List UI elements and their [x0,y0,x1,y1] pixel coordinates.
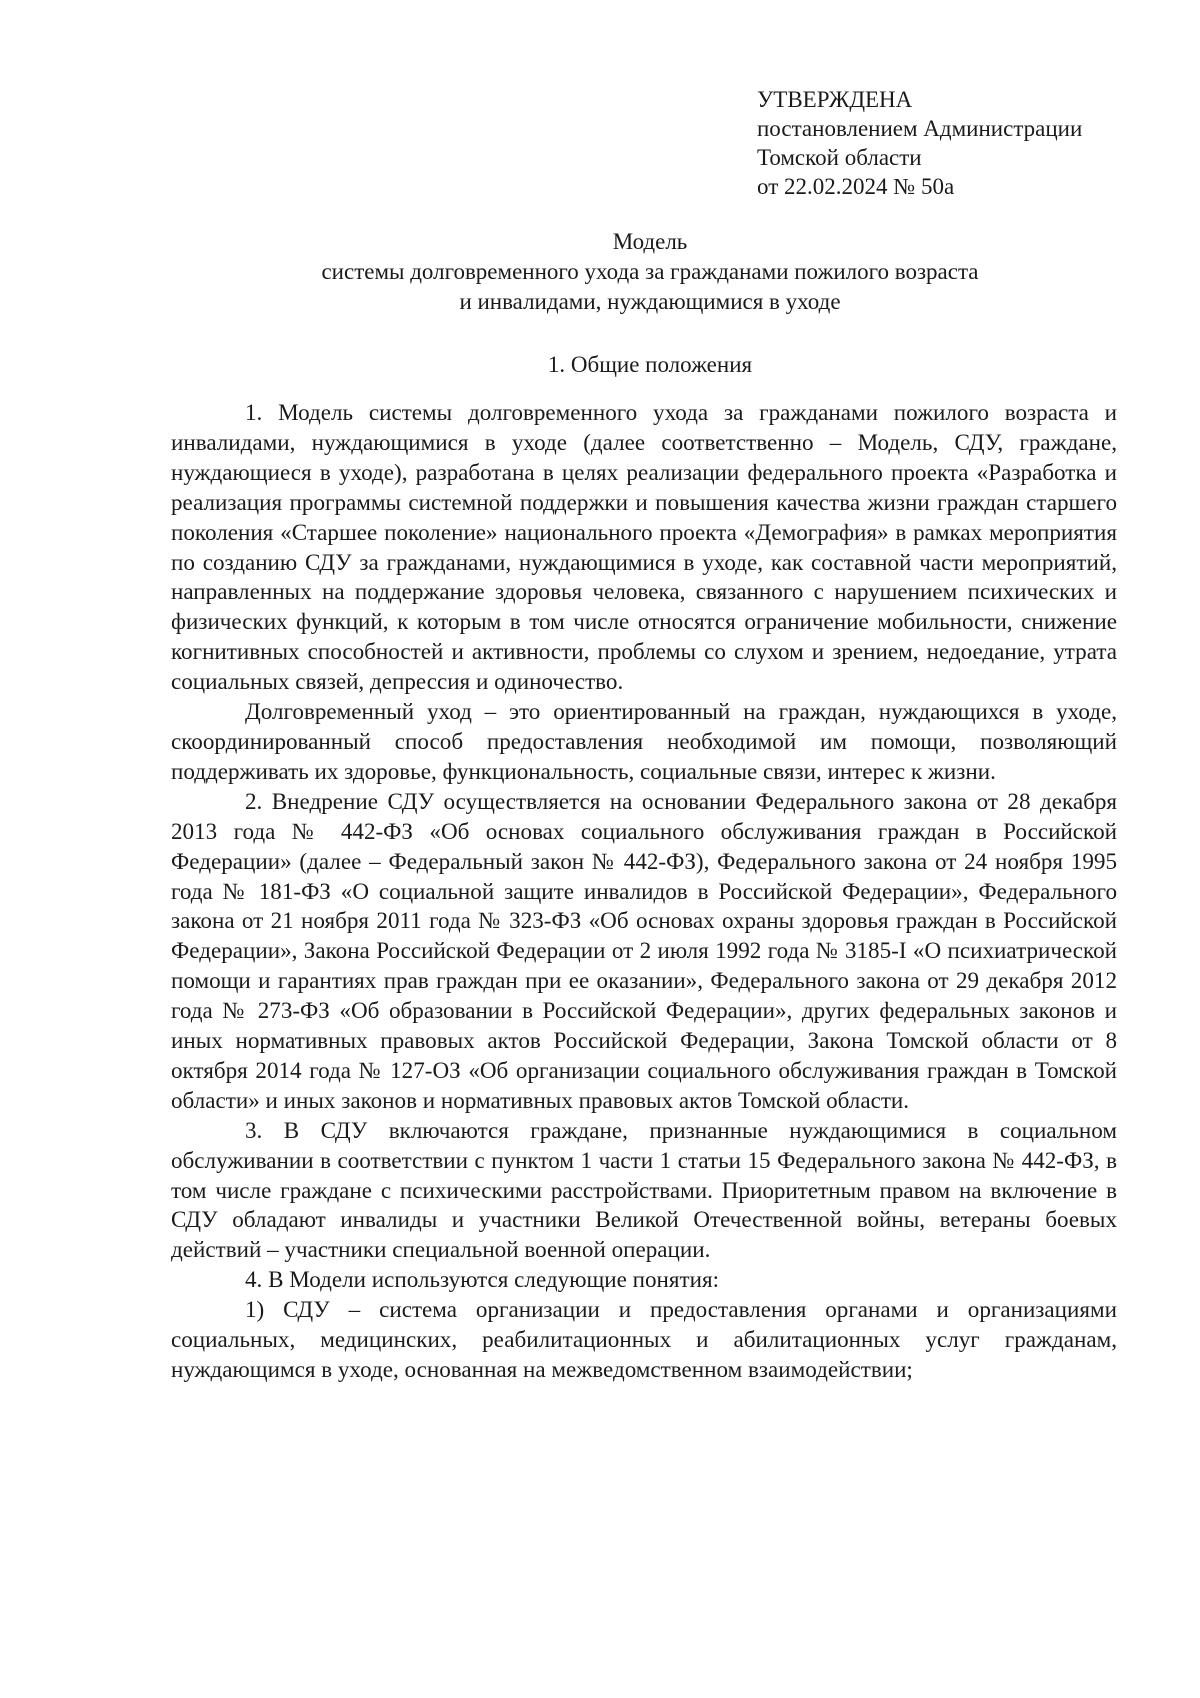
approval-date-number: от 22.02.2024 № 50а [757,174,955,199]
approval-authority: постановлением Администрации [757,116,1083,141]
title-line-3: и инвалидами, нуждающимися в уходе [459,289,841,314]
document-body [171,398,1117,1385]
paragraph-long-term-care-definition: Долговременный уход – это ориентированный на граждан, нуждающихся в уходе, скоординированный способ предоставления необходимой им помощи, позволяющий поддерживать их здоровье, функциональность, социальные связи, интерес к жизни. [171,698,1117,784]
paragraph-4-item-1: 1) СДУ – система организации и предоставления органами и организациями социальных, медицинских, реабилитационных и абилитационных услуг гражданам, нуждающимся в уходе, основанная на межведомственном взаимодействии; [171,1296,1117,1382]
title-line-1: Модель [612,229,688,254]
paragraph-3: 3. В СДУ включаются граждане, признанные нуждающимися в социальном обслуживании в соответствии с пунктом 1 части 1 статьи 15 Федерального закона № 442-ФЗ, в том числе граждане с психическими расстройствами. Приоритетным правом на включение в СДУ обладают инвалиды и участники Великой Отечественной войны, ветераны боевых действий – участники специальной военной операции. [171,1116,1117,1263]
approval-heading: УТВЕРЖДЕНА [757,87,913,112]
section-heading: 1. Общие положения [547,352,753,377]
approval-stamp-block [757,85,1157,201]
title-line-2: системы долговременного ухода за гражданами пожилого возраста [321,259,979,284]
paragraph-4: 4. В Модели используются следующие понятия: [245,1266,719,1293]
paragraph-1: 1. Модель системы долговременного ухода за гражданами пожилого возраста и инвалидами, нуждающимися в уходе (далее соответственно – Модель, СДУ, граждане, нуждающиеся в уходе), разработана в целях реализации федерального проекта «Разработка и реализация программы системной поддержки и повышения качества жизни граждан старшего поколения «Старшее поколение» национального проекта «Демография» в рамках мероприятия по созданию СДУ за гражданами, нуждающимися в уходе, как составной части мероприятий, направленных на поддержание здоровья человека, связанного с нарушением психических и физических функций, к которым в том числе относятся ограничение мобильности, снижение когнитивных способностей и активности, проблемы со слухом и зрением, недоедание, утрата социальных связей, депрессия и одиночество. [171,399,1117,695]
paragraph-2: 2. Внедрение СДУ осуществляется на основании Федерального закона от 28 декабря 2013 года № 442-ФЗ «Об основах социального обслуживания граждан в Российской Федерации» (далее – Федеральный закон № 442-ФЗ), Федерального закона от 24 ноября 1995 года № 181-ФЗ «О социальной защите инвалидов в Российской Федерации», Федерального закона от 21 ноября 2011 года № 323-ФЗ «Об основах охраны здоровья граждан в Российской Федерации», Закона Российской Федерации от 2 июля 1992 года № 3185-I «О психиатрической помощи и гарантиях прав граждан при ее оказании», Федерального закона от 29 декабря 2012 года № 273-ФЗ «Об образовании в Российской Федерации», других федеральных законов и иных нормативных правовых актов Российской Федерации, Закона Томской области от 8 октября 2014 года № 127-ОЗ «Об организации социального обслуживания граждан в Томской области» и иных законов и нормативных правовых актов Томской области. [171,787,1117,1113]
approval-region: Томской области [757,145,922,170]
document-title [170,227,1130,317]
